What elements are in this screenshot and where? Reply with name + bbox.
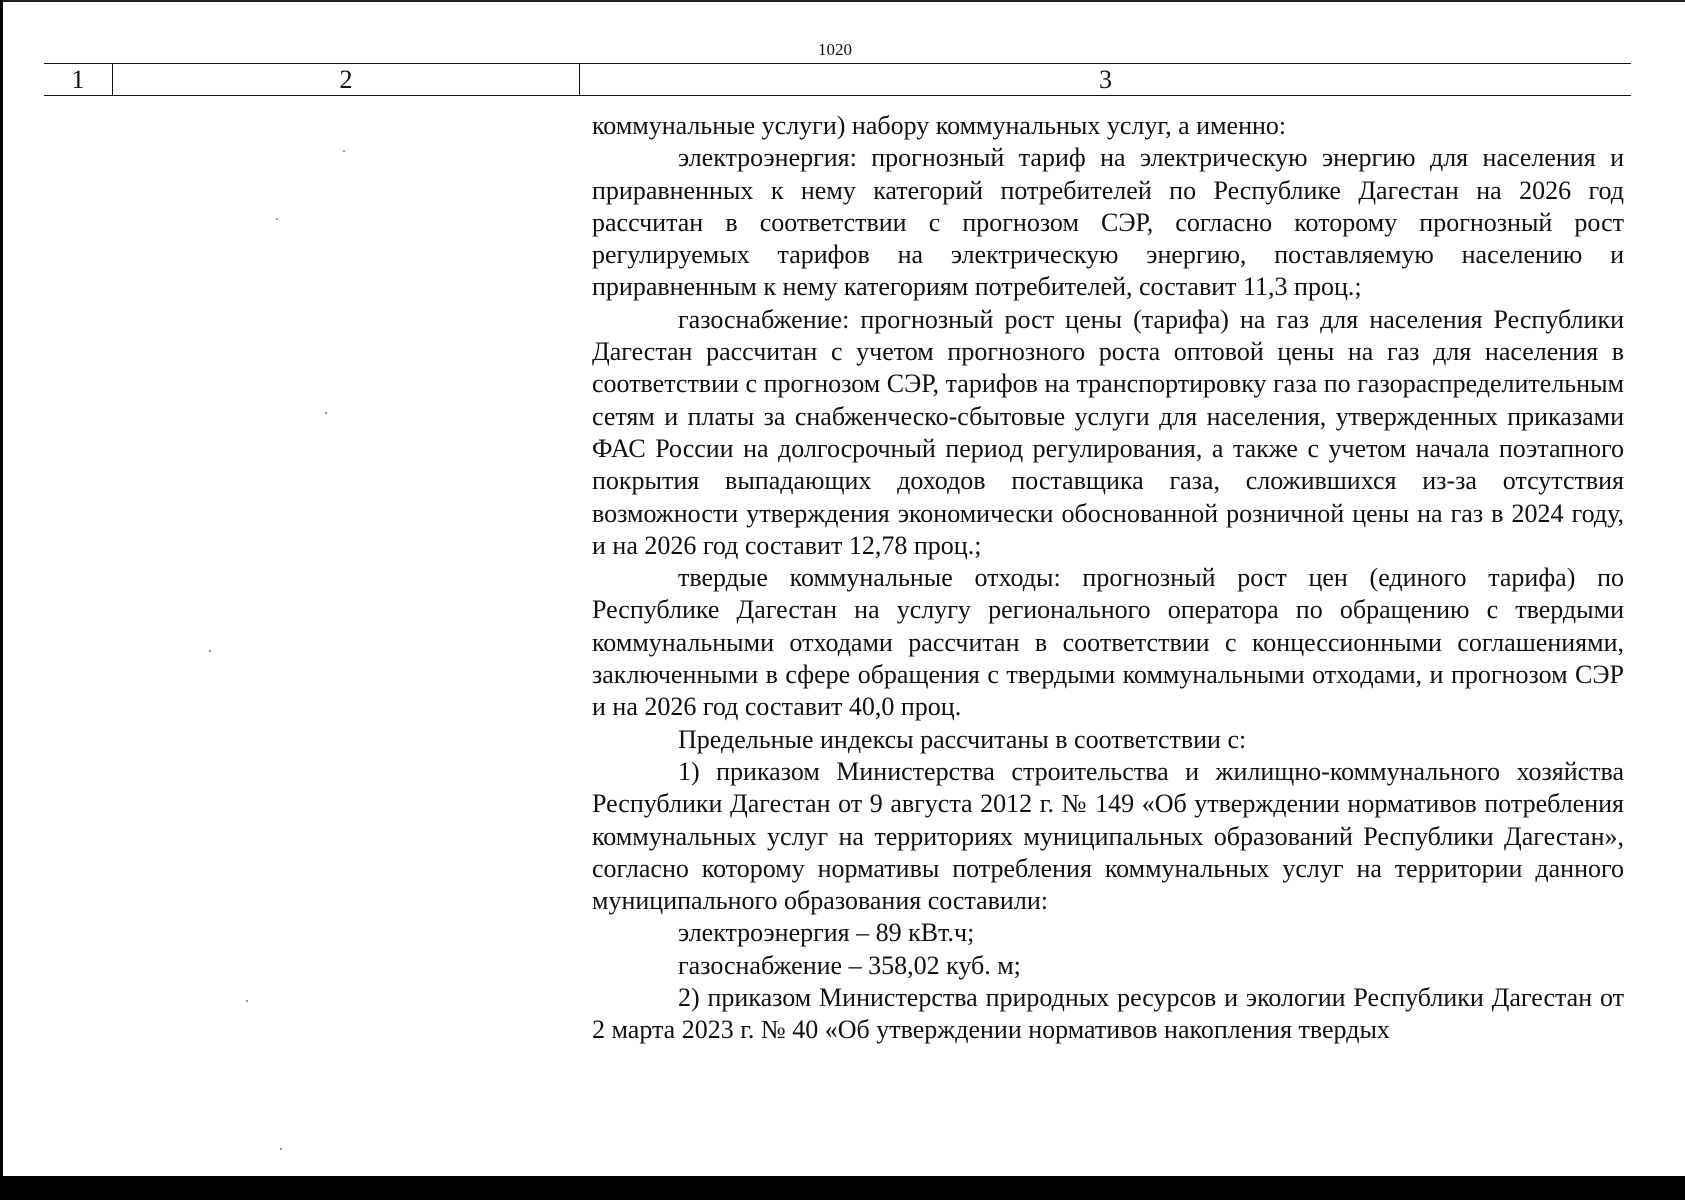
scan-speck (343, 150, 345, 152)
paragraph-solid-waste: твердые коммунальные отходы: прогнозный рост цен (единого тарифа) по Республике Дагестан на услугу регионального оператора по обращению с твердыми коммунальными отходами рассчитан в соответствии с концессионными соглашениями, заключенными в сфере обращения с твердыми коммунальными отходами, и прогнозом СЭР и на 2026 год составит 40,0 проц. (592, 563, 1624, 722)
scan-top-edge (0, 0, 1685, 2)
scan-left-edge (0, 0, 3, 1176)
column-header-2: 2 (113, 64, 580, 95)
scan-speck (280, 1148, 282, 1150)
column-header-table (44, 63, 1631, 96)
paragraph-order-40: 2) приказом Министерства природных ресурсов и экологии Республики Дагестан от 2 марта 2023 г. № 40 «Об утверждении нормативов накопления твердых (592, 983, 1624, 1045)
column-header-3: 3 (1099, 64, 1112, 94)
scan-bottom-edge (0, 1176, 1685, 1200)
norm-gas: газоснабжение – 358,02 куб. м; (678, 950, 1021, 980)
paragraph-indices-intro: Предельные индексы рассчитаны в соответствии с: (678, 724, 1247, 754)
paragraph-order-149: 1) приказом Министерства строительства и жилищно-коммунального хозяйства Республики Дагестан от 9 августа 2012 г. № 149 «Об утверждении нормативов потребления коммунальных услуг на территориях муниципальных образований Республики Дагестан», согласно которому нормативы потребления коммунальных услуг на территории данного муниципального образования составили: (592, 756, 1624, 916)
scan-speck (325, 412, 327, 414)
page-number: 1020 (818, 40, 852, 59)
paragraph-continuation: коммунальные услуги) набору коммунальных услуг, а именно: (592, 111, 1287, 140)
scan-speck (276, 218, 278, 220)
scan-speck (209, 650, 211, 652)
column-header-1: 1 (44, 64, 113, 95)
paragraph-gas: газоснабжение: прогнозный рост цены (тарифа) на газ для населения Республики Дагестан рассчитан с учетом прогнозного роста оптовой цены на газ для населения в соответствии с прогнозом СЭР, тарифов на транспортировку газа по газораспределительным сетям и платы за снабженческо-сбытовые услуги для населения, утвержденных приказами ФАС России на долгосрочный период регулирования, а также с учетом начала поэтапного покрытия выпадающих доходов поставщика газа, сложившихся из-за отсутствия возможности утверждения экономически обоснованной розничной цены на газ в 2024 году, и на 2026 год составит 12,78 проц.; (592, 304, 1624, 560)
scan-speck (246, 1000, 248, 1002)
document-body (592, 110, 1624, 1047)
paragraph-electricity: электроэнергия: прогнозный тариф на электрическую энергию для населения и приравненных к нему категорий потребителей по Республике Дагестан на 2026 год рассчитан в соответствии с прогнозом СЭР, согласно которому прогнозный рост регулируемых тарифов на электрическую энергию, поставляемую населению и приравненным к нему категориям потребителей, составит 11,3 проц.; (592, 143, 1624, 302)
norm-electricity: электроэнергия – 89 кВт.ч; (678, 918, 975, 948)
